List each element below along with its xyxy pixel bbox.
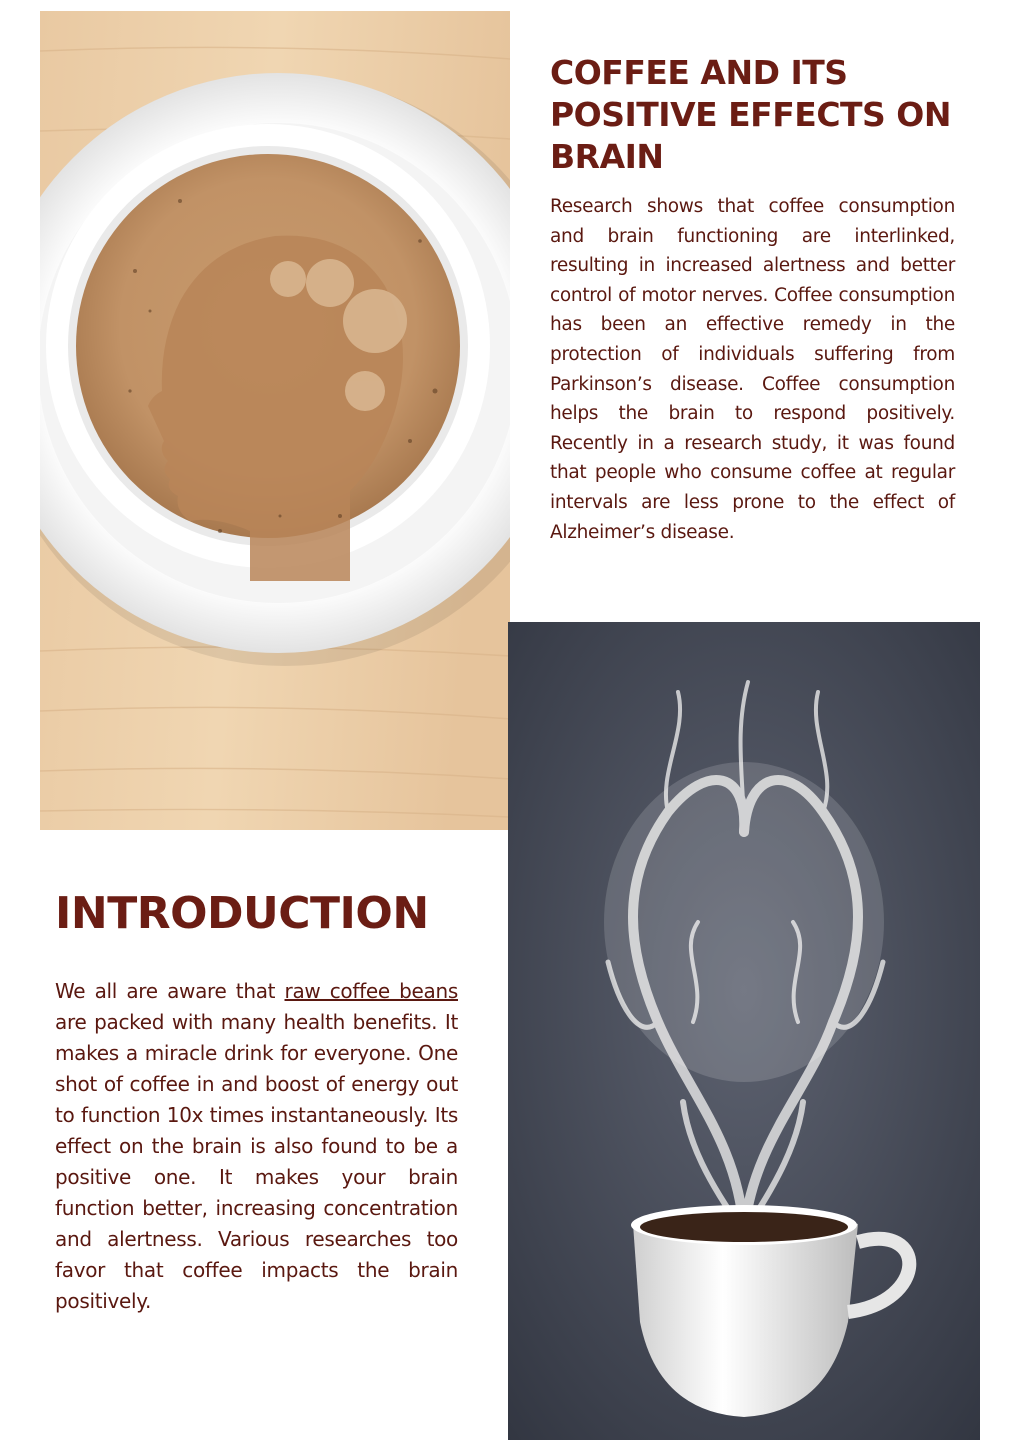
coffee-head-illustration-icon [40,11,510,830]
introduction-text [55,976,458,1317]
article-summary: Research shows that coffee consumption and brain functioning are interlinked, resulting in increased alertness and better control of motor nerves. Coffee consumption has been an effective remedy in the protection of individuals suffering from Parkinson’s disease. Coffee consumption helps the brain to respond positively. Recently in a research study, it was found that people who consume coffee at regular intervals are less prone to the effect of Alzheimer’s disease. [550,196,955,543]
steam-brain-illustration-icon [508,622,980,1440]
intro-text-start: We all are aware that [55,979,285,1003]
introduction-heading: INTRODUCTION [55,888,429,939]
intro-text-rest: are packed with many health benefits. It makes a miracle drink for everyone. One shot of coffee in and boost of energy out to function 10x times instantaneously. Its effect on the brain is also found to be a positive one. It makes your brain function better, increasing concentration and alertness. Various researches too favor that coffee impacts the brain positively. [55,1010,458,1313]
coffee-cup-photo [40,11,510,830]
coffee-steam-photo [508,622,980,1440]
article-title: COFFEE AND ITS POSITIVE EFFECTS ON BRAIN [550,53,951,176]
raw-coffee-beans-link[interactable]: raw coffee beans [284,979,458,1003]
